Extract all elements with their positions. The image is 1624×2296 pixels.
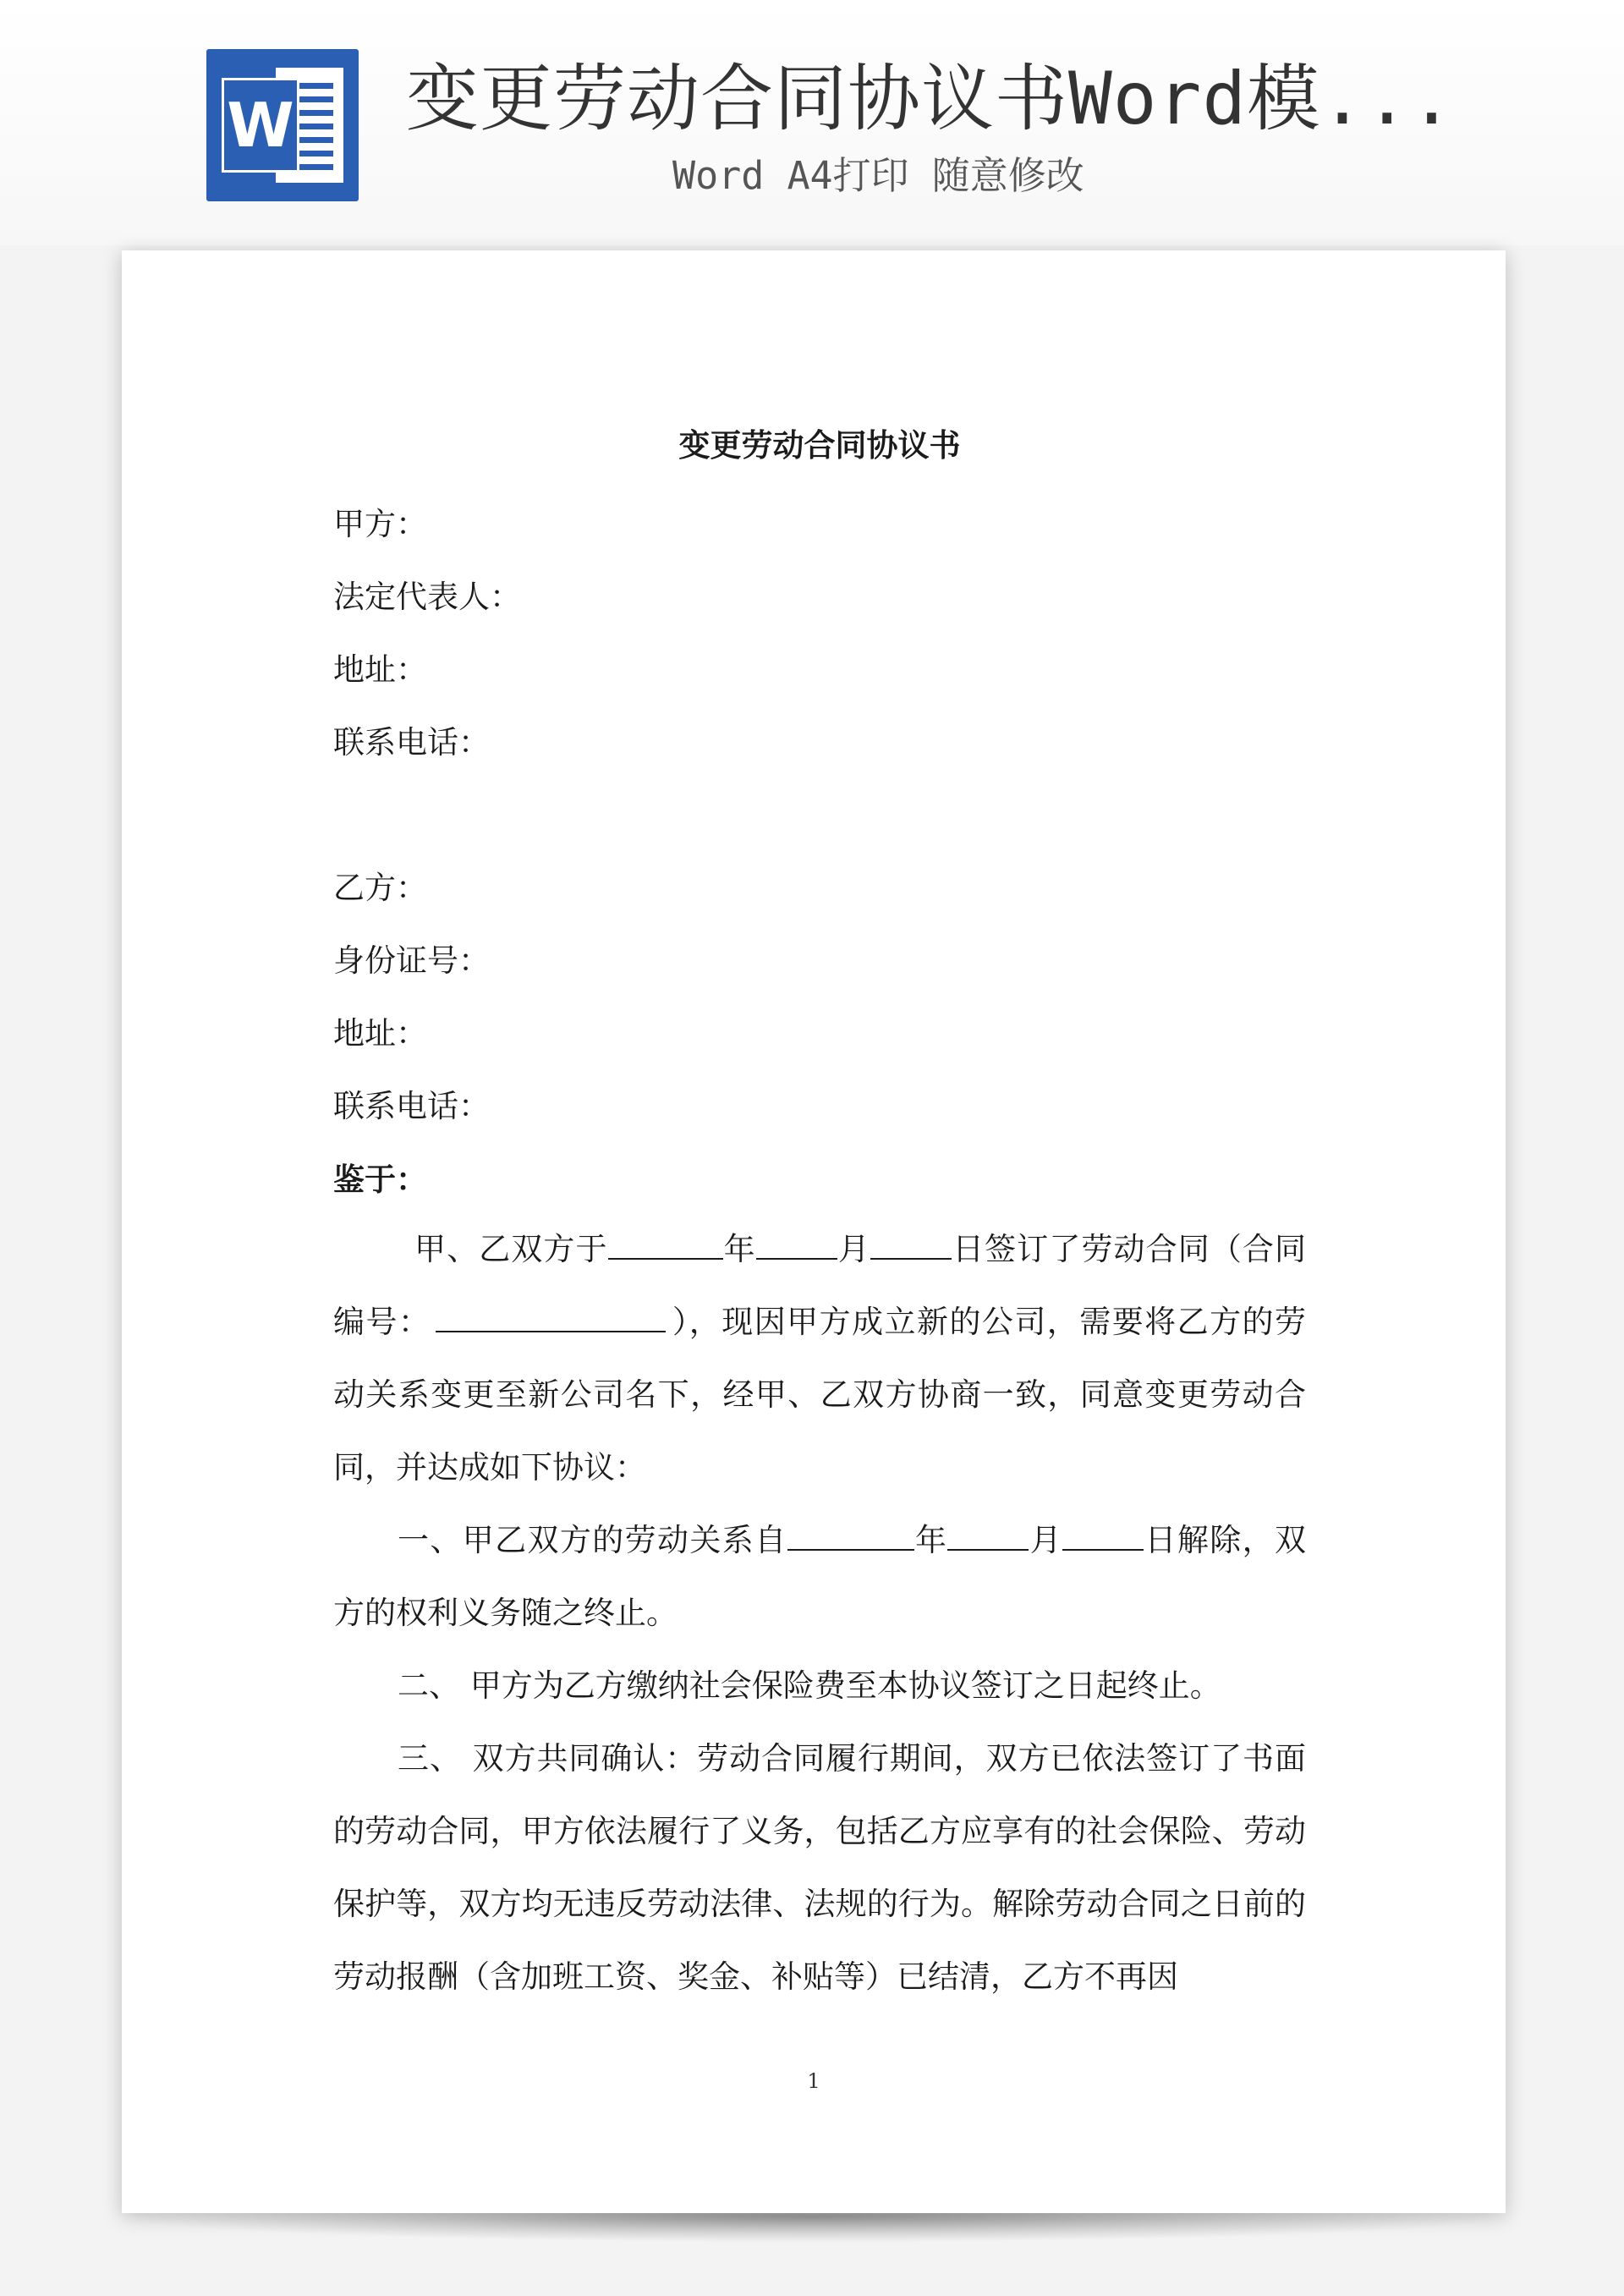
party-a-rep-label: 法定代表人： xyxy=(333,579,521,615)
intro-year-blank xyxy=(608,1229,723,1260)
clause-1-month-blank xyxy=(947,1520,1029,1551)
party-a-address-label: 地址： xyxy=(333,651,427,688)
party-b-id-label: 身份证号： xyxy=(333,942,490,979)
page-number: 1 xyxy=(807,2069,820,2093)
word-logo-letter: W xyxy=(222,78,299,173)
clause-3: 三、 双方共同确认：劳动合同履行期间，双方已依法签订了书面的劳动合同，甲方依法履行了义务，包括乙方应享有的社会保险、劳动保护等，双方均无违反劳动法律、法规的行为。解除劳动合同之日前的劳动报酬（含加班工资、奖金、补贴等）已结清，乙方不再因 xyxy=(333,1740,1306,1995)
intro-day-blank xyxy=(870,1229,952,1260)
document-title: 变更劳动合同协议书 xyxy=(678,426,961,464)
intro-month-blank xyxy=(756,1229,837,1260)
header-title: 变更劳动合同协议书Word模... xyxy=(406,57,1455,141)
clause-1-text-1: 一、甲乙双方的劳动关系自 xyxy=(398,1522,787,1558)
party-a-phone-label: 联系电话： xyxy=(333,724,490,761)
word-document-icon xyxy=(206,49,359,201)
contract-number-blank xyxy=(436,1302,666,1332)
party-b-name-label: 乙方： xyxy=(333,870,427,906)
header-subtitle: Word A4打印 随意修改 xyxy=(672,153,1084,198)
party-b-phone-label: 联系电话： xyxy=(333,1088,490,1124)
intro-text-1: 甲、乙双方于 xyxy=(414,1231,608,1267)
clause-1-year-blank xyxy=(787,1520,914,1551)
clause-1-text-2: 日解除，双方的权利义务随之终止。 xyxy=(333,1522,1307,1631)
clause-1-day-blank xyxy=(1062,1520,1144,1551)
document-page xyxy=(122,250,1506,2213)
whereas-label: 鉴于： xyxy=(333,1161,427,1198)
intro-year-label: 年 xyxy=(722,1231,756,1267)
intro-text-3: ），现因甲方成立新的公司，需要将乙方的劳动关系变更至新公司名下，经甲、乙双方协商一致，同意变更劳动合同，并达成如下协议： xyxy=(333,1304,1307,1486)
intro-paragraph xyxy=(333,1213,1306,1504)
clause-1 xyxy=(333,1504,1306,1650)
party-a-name-label: 甲方： xyxy=(333,506,427,542)
clause-2: 二、 甲方为乙方缴纳社会保险费至本协议签订之日起终止。 xyxy=(398,1667,1221,1704)
clause-1-year-label: 年 xyxy=(914,1522,948,1558)
party-b-address-label: 地址： xyxy=(333,1015,427,1052)
intro-text-2: 日签订了劳动合同（合同编号： xyxy=(333,1231,1307,1340)
clause-1-month-label: 月 xyxy=(1029,1522,1063,1558)
intro-month-label: 月 xyxy=(837,1231,870,1267)
